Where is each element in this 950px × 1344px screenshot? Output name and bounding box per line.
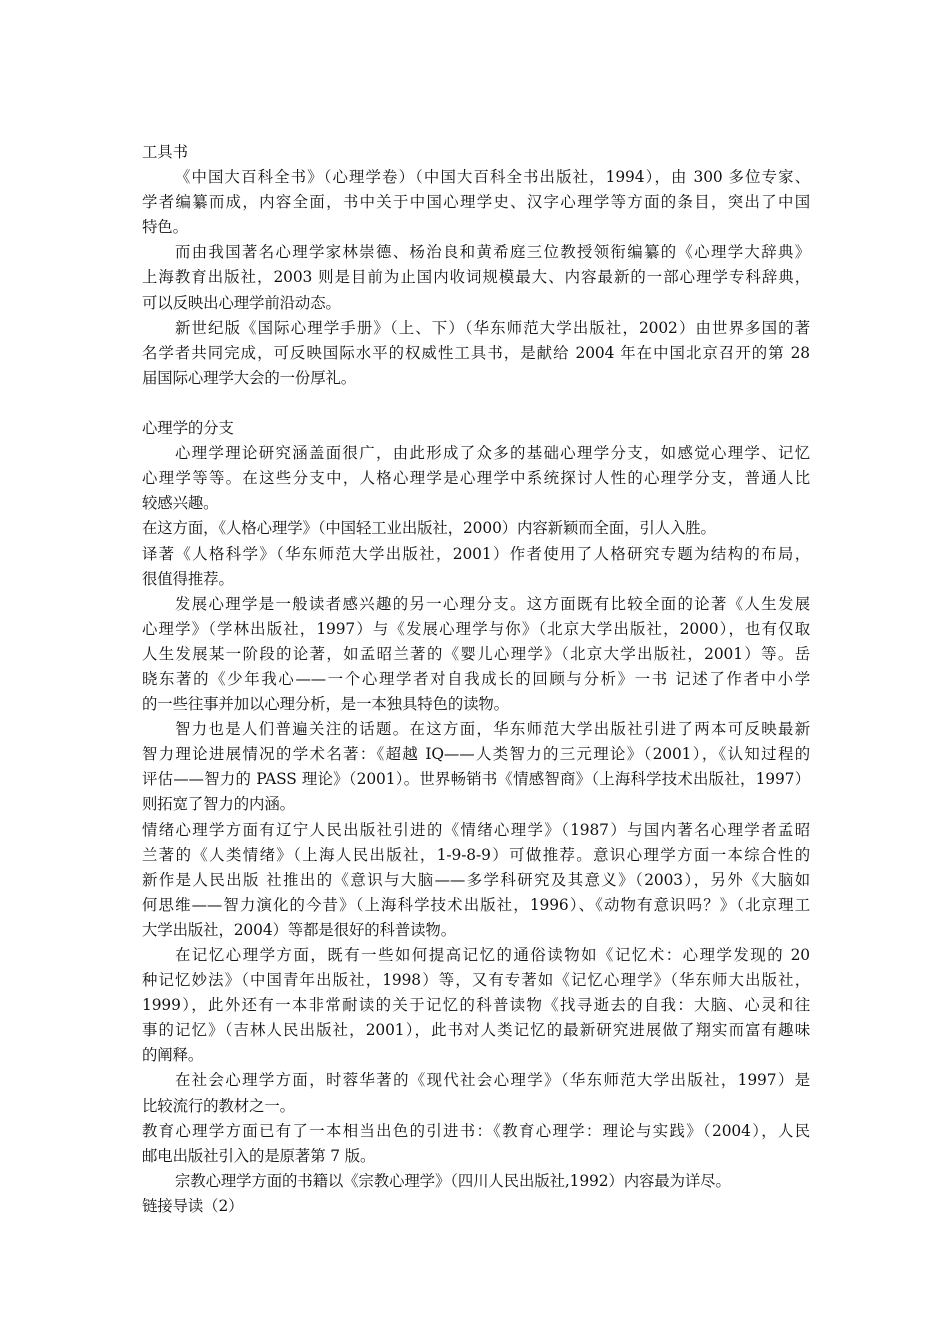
paragraph <box>142 1169 810 1194</box>
paragraph <box>142 542 810 592</box>
paragraph <box>142 240 810 315</box>
paragraph-line: 种记忆妙法》（中国青年出版社，1998）等，又有专著如《记忆心理学》（华东师大出版社， <box>142 971 810 990</box>
paragraph-line: 《中国大百科全书》（心理学卷）（中国大百科全书出版社，1994），由 300 多位专家、 <box>175 168 810 187</box>
paragraph-line: 上海教育出版社，2003 则是目前为止国内收词规模最大、内容最新的一部心理学专科辞典， <box>142 268 810 287</box>
paragraph <box>142 516 810 541</box>
paragraph-line: 则拓宽了智力的内涵。 <box>142 795 295 814</box>
paragraph-line: 特色。 <box>142 218 188 237</box>
paragraph-line: 可以反映出心理学前沿动态。 <box>142 293 341 312</box>
paragraph-line: 新作是人民出版 社推出的《意识与大脑——多学科研究及其意义》（2003），另外《大脑如 <box>142 870 810 889</box>
paragraph <box>142 818 810 943</box>
paragraph-line: 心理学等等。在这些分支中，人格心理学是心理学中系统探讨人性的心理学分支，普通人比 <box>142 469 810 488</box>
paragraph-line: 新世纪版《国际心理学手册》（上、下）（华东师范大学出版社，2002）由世界多国的著 <box>175 318 810 337</box>
paragraph <box>142 592 810 717</box>
section-heading: 心理学的分支 <box>142 419 234 438</box>
paragraph-line: 而由我国著名心理学家林崇德、杨治良和黄希庭三位教授领衔编纂的《心理学大辞典》 <box>175 243 810 262</box>
paragraph-line: 很值得推荐。 <box>142 569 234 588</box>
paragraph-line: 译著《人格科学》（华东师范大学出版社，2001）作者使用了人格研究专题为结构的布局， <box>142 544 810 563</box>
paragraph-line: 的一些往事并加以心理分析，是一本独具特色的读物。 <box>142 695 509 714</box>
section-spacer <box>142 391 810 416</box>
paragraph <box>142 717 810 817</box>
paragraph-line: 邮电出版社引入的是原著第 7 版。 <box>142 1146 376 1165</box>
paragraph-line: 1999），此外还有一本非常耐读的关于记忆的科普读物《找寻逝去的自我：大脑、心灵和往 <box>142 996 810 1015</box>
paragraph-line: 在社会心理学方面，时蓉华著的《现代社会心理学》（华东师范大学出版社，1997）是 <box>175 1071 810 1090</box>
paragraph <box>142 943 810 1068</box>
paragraph-line: 发展心理学是一般读者感兴趣的另一心理分支。这方面既有比较全面的论著《人生发展 <box>175 594 810 613</box>
paragraph-line: 心理学理论研究涵盖面很广，由此形成了众多的基础心理学分支，如感觉心理学、记忆 <box>175 444 810 463</box>
paragraph-line: 人生发展某一阶段的论著，如孟昭兰著的《婴儿心理学》（北京大学出版社，2001）等。岳 <box>142 644 810 663</box>
paragraph <box>142 1068 810 1118</box>
paragraph-line: 较感兴趣。 <box>142 494 219 513</box>
paragraph-line: 的阐释。 <box>142 1046 204 1065</box>
paragraph-line: 何思维——智力演化的今昔》（上海科学技术出版社，1996）、《动物有意识吗？》（北京理工 <box>142 895 810 914</box>
footer-link-text: 链接导读（2） <box>142 1196 244 1215</box>
paragraph-line: 智力也是人们普遍关注的话题。在这方面，华东师范大学出版社引进了两本可反映最新 <box>175 720 810 739</box>
paragraph-line: 心理学》（学林出版社，1997）与《发展心理学与你》（北京大学出版社，2000），也有仅取 <box>142 619 810 638</box>
paragraph-line: 智力理论进展情况的学术名著：《超越 IQ——人类智力的三元理论》（2001），《认知过程的 <box>142 745 810 764</box>
paragraph-line: 教育心理学方面已有了一本相当出色的引进书：《教育心理学：理论与实践》（2004），人民 <box>142 1121 810 1140</box>
paragraph-line: 事的记忆》（吉林人民出版社，2001），此书对人类记忆的最新研究进展做了翔实而富有趣味 <box>142 1021 810 1040</box>
paragraph <box>142 316 810 391</box>
paragraph-line: 届国际心理学大会的一份厚礼。 <box>142 368 357 387</box>
paragraph-line: 名学者共同完成，可反映国际水平的权威性工具书，是献给 2004 年在中国北京召开的第 28 <box>142 343 810 362</box>
paragraph-line: 宗教心理学方面的书籍以《宗教心理学》（四川人民出版社,1992）内容最为详尽。 <box>175 1171 731 1190</box>
paragraph <box>142 1119 810 1169</box>
paragraph-line: 大学出版社，2004）等都是很好的科普读物。 <box>142 920 456 939</box>
paragraph-line: 兰著的《人类情绪》（上海人民出版社，1-9-8-9）可做推荐。意识心理学方面一本综合性的 <box>142 845 810 864</box>
section-heading: 工具书 <box>142 143 188 161</box>
paragraph-line: 在记忆心理学方面，既有一些如何提高记忆的通俗读物如《记忆术：心理学发现的 20 <box>175 946 810 964</box>
paragraph-line: 在这方面，《人格心理学》（中国轻工业出版社，2000）内容新颖而全面，引人入胜。 <box>142 519 716 538</box>
paragraph <box>142 441 810 516</box>
document-page <box>142 140 810 1219</box>
paragraph-line: 比较流行的教材之一。 <box>142 1096 295 1115</box>
paragraph-line: 晓东著的《少年我心——一个心理学者对自我成长的回顾与分析》一书 记述了作者中小学 <box>142 669 810 688</box>
paragraph-line: 评估——智力的 PASS 理论》（2001）。世界畅销书《情感智商》（上海科学技术出版社，1997） <box>142 770 810 789</box>
paragraph-line: 学者编纂而成，内容全面，书中关于中国心理学史、汉字心理学等方面的条目，突出了中国 <box>142 193 810 212</box>
paragraph-line: 情绪心理学方面有辽宁人民出版社引进的《情绪心理学》（1987）与国内著名心理学者孟昭 <box>142 820 810 839</box>
paragraph <box>142 165 810 240</box>
